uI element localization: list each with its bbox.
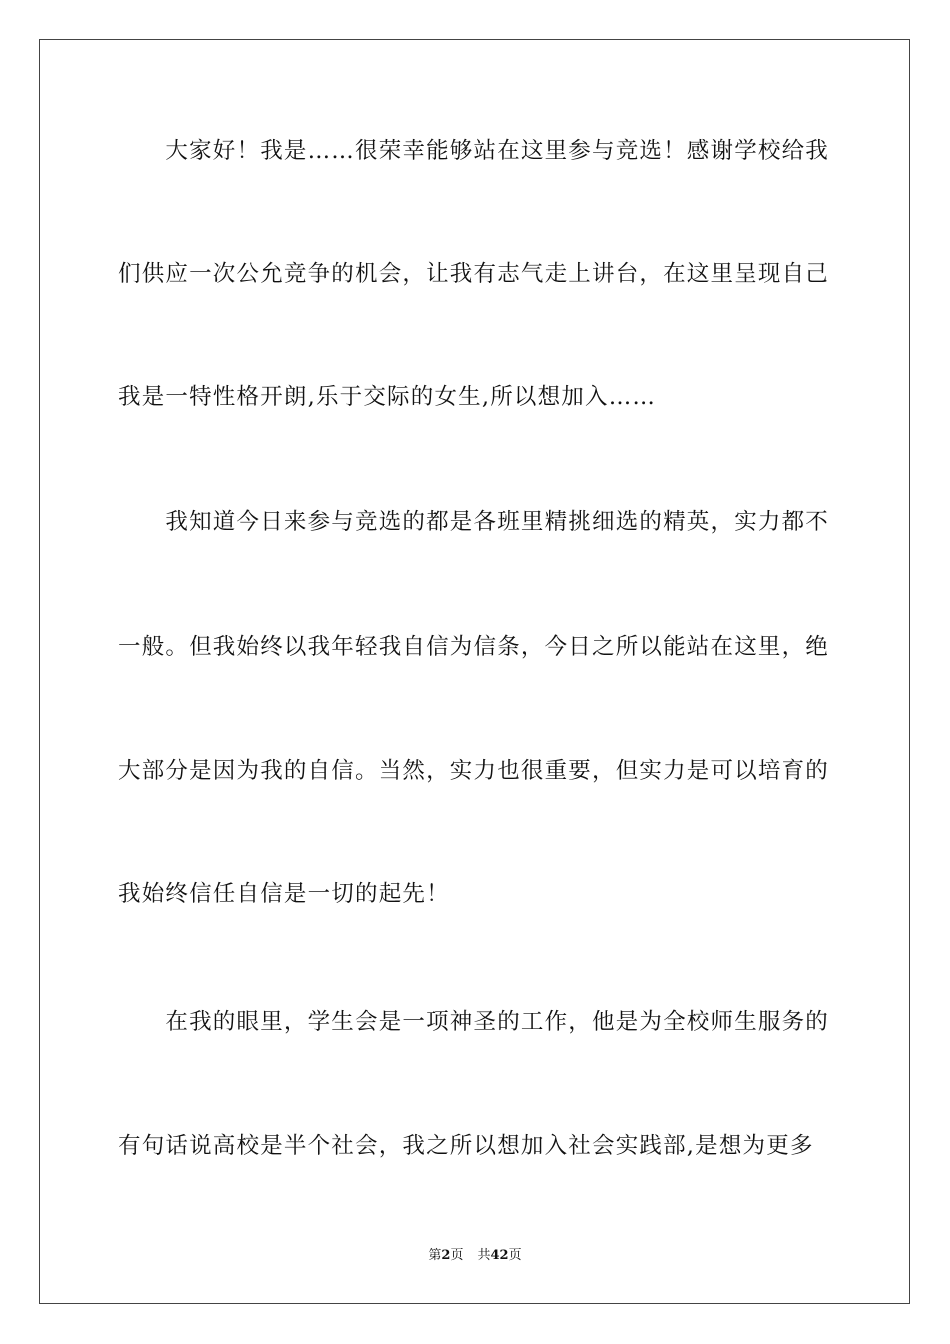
page-suffix: 页 xyxy=(450,1248,464,1263)
text-line-3: 我是一特性格开朗,乐于交际的女生,所以想加入…… xyxy=(118,384,657,410)
text-line-5: 一般。但我始终以我年轻我自信为信条，今日之所以能站在这里，绝 xyxy=(118,634,830,660)
text-line-4: 我知道今日来参与竞选的都是各班里精挑细选的精英，实力都不 xyxy=(118,509,830,535)
page-border xyxy=(39,39,910,1304)
page-prefix: 第 xyxy=(428,1248,442,1263)
total-prefix: 共 xyxy=(477,1248,491,1263)
text-line-2: 们供应一次公允竞争的机会，让我有志气走上讲台，在这里呈现自己 xyxy=(118,261,830,287)
text-line-7: 我始终信任自信是一切的起先！ xyxy=(118,881,450,907)
text-line-8: 在我的眼里，学生会是一项神圣的工作，他是为全校师生服务的 xyxy=(118,1009,830,1035)
total-pages: 42 xyxy=(490,1248,509,1263)
text-line-9: 有句话说高校是半个社会，我之所以想加入社会实践部,是想为更多 xyxy=(118,1133,814,1159)
total-suffix: 页 xyxy=(508,1248,522,1263)
text-line-1: 大家好！我是……很荣幸能够站在这里参与竞选！感谢学校给我 xyxy=(118,138,830,164)
text-line-6: 大部分是因为我的自信。当然，实力也很重要，但实力是可以培育的 xyxy=(118,758,830,784)
page-number: 2 xyxy=(441,1248,451,1263)
page-footer xyxy=(0,1247,950,1265)
